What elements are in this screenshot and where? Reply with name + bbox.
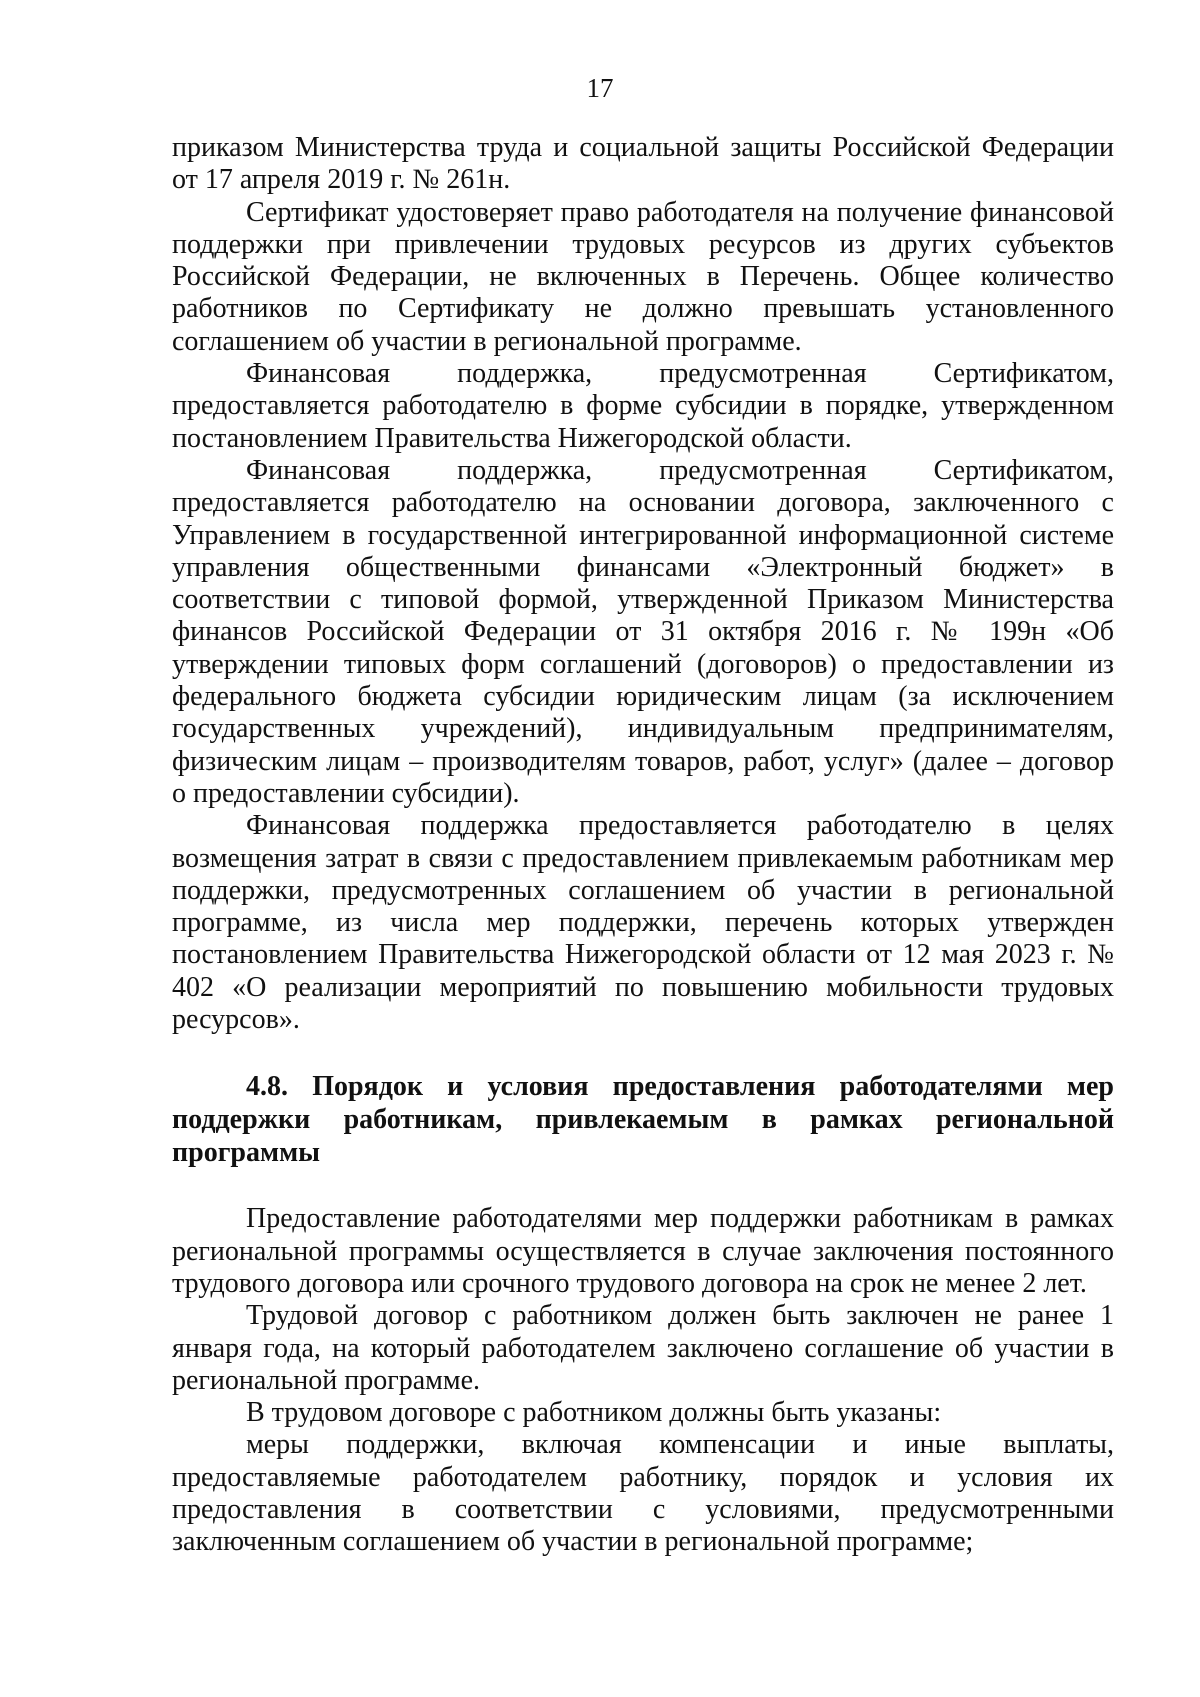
page-number: 17 — [586, 73, 614, 103]
document-body — [172, 132, 1114, 1559]
paragraph-subsidy-form: Финансовая поддержка, предусмотренная Сертификатом, предоставляется работодателю в форме субсидии в порядке, утвержденном постановлением Правительства Нижегородской области. — [172, 358, 1114, 454]
paragraph-contract-requirements: В трудовом договоре с работником должны быть указаны: — [246, 1397, 942, 1429]
paragraph-order-reference: приказом Министерства труда и социальной защиты Российской Федерации от 17 апреля 2019 г. № 261н. — [172, 132, 1114, 196]
paragraph-subsidy-agreement: Финансовая поддержка, предусмотренная Сертификатом, предоставляется работодателю на основании договора, заключенного с Управлением в государственной интегрированной информационной системе управления общественными финансами «Электронный бюджет» в соответствии с типовой формой, утвержденной Приказом Министерства финансов Российской Федерации от 31 октября 2016 г. № 199н «Об утверждении типовых форм соглашений (договоров) о предоставлении из федерального бюджета субсидии юридическим лицам (за исключением государственных учреждений), индивидуальным предпринимателям, физическим лицам – производителям товаров, работ, услуг» (далее – договор о предоставлении субсидии). — [172, 454, 1114, 809]
paragraph-cost-reimbursement: Финансовая поддержка предоставляется работодателю в целях возмещения затрат в связи с предоставлением привлекаемым работникам мер поддержки, предусмотренных соглашением об участии в региональной программе, из числа мер поддержки, перечень которых утвержден постановлением Правительства Нижегородской области от 12 мая 2023 г. № 402 «О реализации мероприятий по повышению мобильности трудовых ресурсов». — [172, 810, 1114, 1036]
paragraph-support-measures: меры поддержки, включая компенсации и иные выплаты, предоставляемые работодателем работнику, порядок и условия их предоставления в соответствии с условиями, предусмотренными заключенным соглашением об участии в региональной программе; — [172, 1429, 1114, 1558]
paragraph-certificate-rights: Сертификат удостоверяет право работодателя на получение финансовой поддержки при привлечении трудовых ресурсов из других субъектов Российской Федерации, не включенных в Перечень. Общее количество работников по Сертификату не должно превышать установленного соглашением об участии в региональной программе. — [172, 196, 1114, 357]
paragraph-support-conditions: Предоставление работодателями мер поддержки работникам в рамках региональной программы осуществляется в случае заключения постоянного трудового договора или срочного трудового договора на срок не менее 2 лет. — [172, 1203, 1114, 1299]
paragraph-contract-date: Трудовой договор с работником должен быть заключен не ранее 1 января года, на который работодателем заключено соглашение об участии в региональной программе. — [172, 1300, 1114, 1396]
section-heading: 4.8. Порядок и условия предоставления работодателями мер поддержки работникам, привлекаемым в рамках региональной программы — [172, 1071, 1114, 1169]
